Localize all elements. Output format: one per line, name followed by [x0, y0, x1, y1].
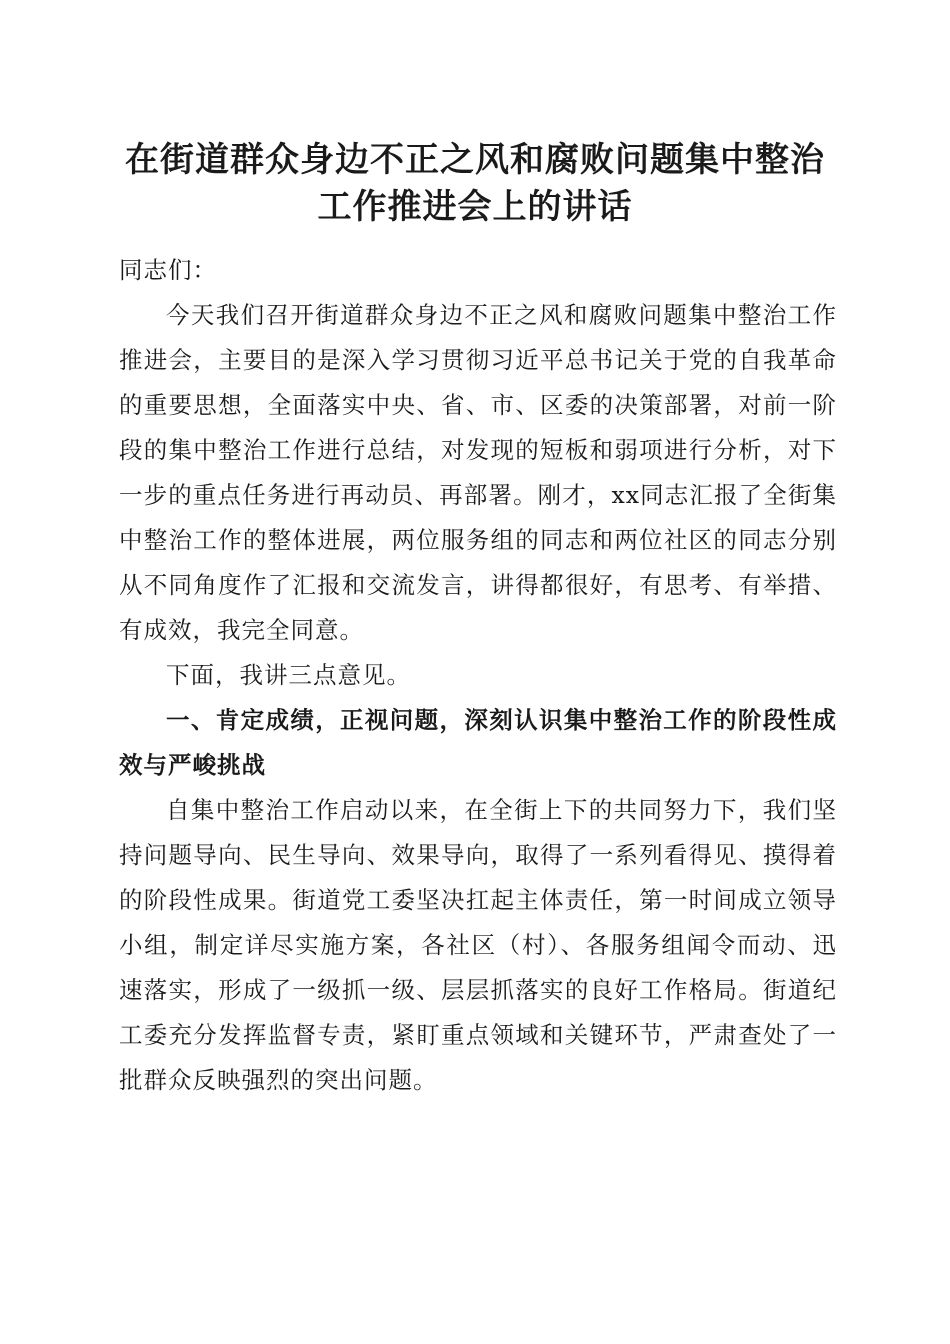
- document-title-line-2: 工作推进会上的讲话: [317, 187, 633, 227]
- section-heading-1: 一、肯定成绩，正视问题，深刻认识集中整治工作的阶段性成效与严峻挑战: [119, 706, 837, 779]
- document-title-line-1: 在街道群众身边不正之风和腐败问题集中整治: [125, 140, 825, 180]
- paragraph-outline: 下面，我讲三点意见。: [166, 661, 411, 689]
- document-body: [119, 248, 837, 1103]
- paragraph-section-1: 自集中整治工作启动以来，在全街上下的共同努力下，我们坚持问题导向、民生导向、效果导向，取得了一系列看得见、摸得着的阶段性成果。街道党工委坚决扛起主体责任，第一时间成立领导小组，制定详尽实施方案，各社区（村）、各服务组闻令而动、迅速落实，形成了一级抓一级、层层抓落实的良好工作格局。街道纪工委充分发挥监督专责，紧盯重点领域和关键环节，严肃查处了一批群众反映强烈的突出问题。: [119, 796, 837, 1094]
- paragraph-intro: 今天我们召开街道群众身边不正之风和腐败问题集中整治工作推进会，主要目的是深入学习贯彻习近平总书记关于党的自我革命的重要思想，全面落实中央、省、市、区委的决策部署，对前一阶段的集中整治工作进行总结，对发现的短板和弱项进行分析，对下一步的重点任务进行再动员、再部署。刚才，xx同志汇报了全街集中整治工作的整体进展，两位服务组的同志和两位社区的同志分别从不同角度作了汇报和交流发言，讲得都很好，有思考、有举措、有成效，我完全同意。: [119, 301, 837, 644]
- salutation: 同志们：: [119, 256, 217, 284]
